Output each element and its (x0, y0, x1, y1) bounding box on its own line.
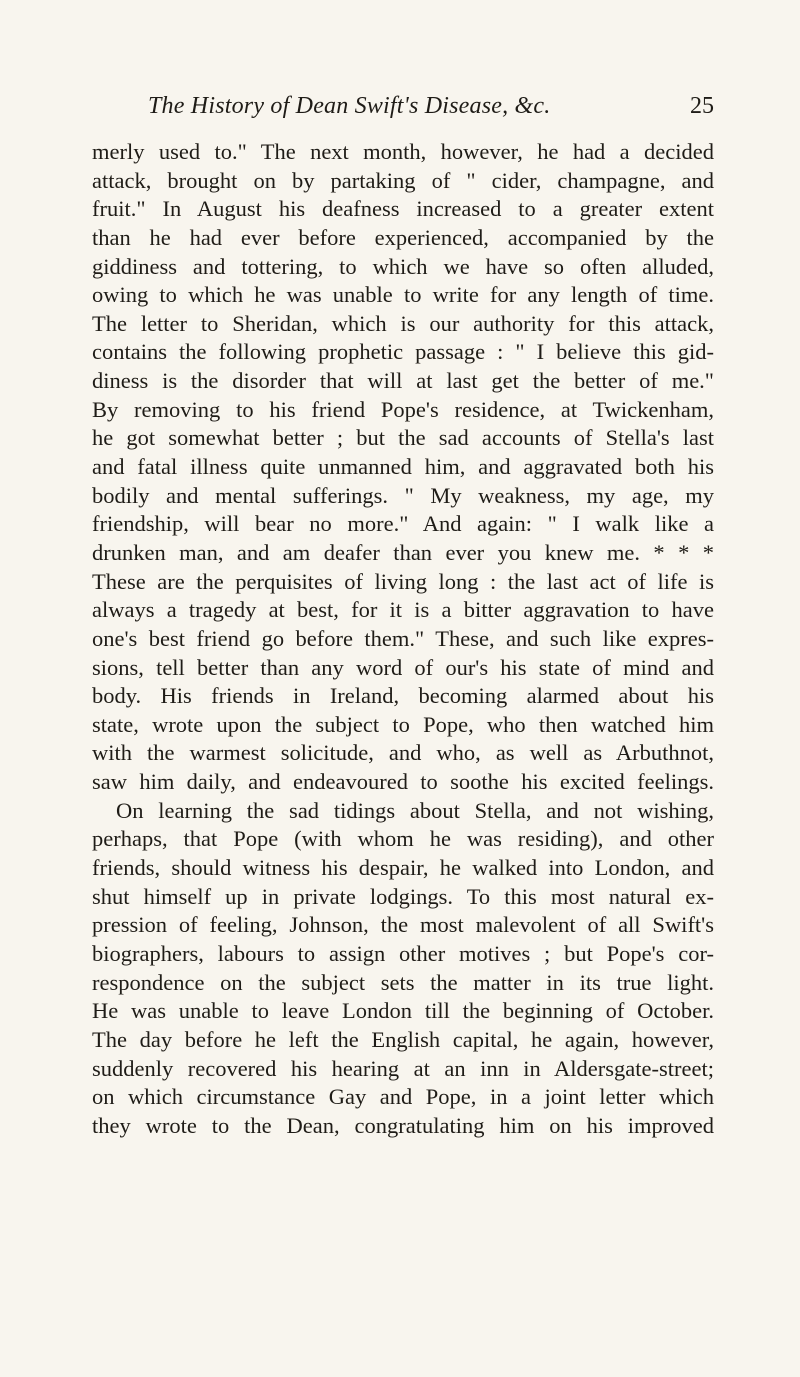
text-line: suddenly recovered his hearing at an inn in Aldersgate-street; (92, 1055, 714, 1081)
running-title: The History of Dean Swift's Disease, &c. (148, 93, 551, 119)
text-line: owing to which he was unable to write for any length of time. (92, 282, 714, 308)
text-line: pression of feeling, Johnson, the most malevolent of all Swift's (92, 912, 714, 938)
text-line: He was unable to leave London till the beginning of October. (92, 998, 714, 1024)
text-line: These are the perquisites of living long : the last act of life is (92, 568, 714, 594)
text-line: attack, brought on by partaking of " cider, champagne, and (92, 167, 714, 193)
text-line: merly used to." The next month, however, he had a decided (92, 139, 714, 164)
text-line: always a tragedy at best, for it is a bitter aggravation to have (92, 597, 714, 623)
text-line: saw him daily, and endeavoured to soothe his excited feelings. (92, 769, 714, 795)
running-head (92, 93, 714, 123)
text-line: contains the following prophetic passage : " I believe this gid- (92, 339, 714, 365)
text-line: bodily and mental sufferings. " My weakness, my age, my (92, 482, 714, 508)
text-line: biographers, labours to assign other motives ; but Pope's cor- (92, 940, 714, 966)
text-line: with the warmest solicitude, and who, as well as Arbuthnot, (92, 740, 714, 766)
text-line: On learning the sad tidings about Stella, and not wishing, (116, 797, 714, 823)
text-line: they wrote to the Dean, congratulating him on his improved (92, 1112, 714, 1138)
text-line: body. His friends in Ireland, becoming alarmed about his (92, 683, 714, 709)
body-text (92, 138, 714, 1140)
text-line: friendship, will bear no more." And again: " I walk like a (92, 511, 714, 537)
text-line: fruit." In August his deafness increased to a greater extent (92, 196, 714, 222)
text-line: state, wrote upon the subject to Pope, who then watched him (92, 711, 714, 737)
text-line: The day before he left the English capital, he again, however, (92, 1026, 714, 1052)
text-line: sions, tell better than any word of our's his state of mind and (92, 654, 714, 680)
text-line: perhaps, that Pope (with whom he was residing), and other (92, 826, 714, 852)
text-line: By removing to his friend Pope's residence, at Twickenham, (92, 396, 714, 422)
page-number: 25 (690, 93, 714, 119)
text-line: and fatal illness quite unmanned him, and aggravated both his (92, 454, 714, 480)
text-line: drunken man, and am deafer than ever you knew me. * * * (92, 539, 714, 565)
text-line: on which circumstance Gay and Pope, in a joint letter which (92, 1084, 714, 1110)
text-line: respondence on the subject sets the matter in its true light. (92, 969, 714, 995)
text-line: he got somewhat better ; but the sad accounts of Stella's last (92, 425, 714, 451)
text-line: one's best friend go before them." These, and such like expres- (92, 625, 714, 651)
text-line: than he had ever before experienced, accompanied by the (92, 224, 714, 250)
text-line: The letter to Sheridan, which is our authority for this attack, (92, 310, 714, 336)
text-line: shut himself up in private lodgings. To this most natural ex- (92, 883, 714, 909)
text-line: giddiness and tottering, to which we have so often alluded, (92, 253, 714, 279)
text-line: diness is the disorder that will at last get the better of me." (92, 368, 714, 394)
text-line: friends, should witness his despair, he walked into London, and (92, 855, 714, 881)
